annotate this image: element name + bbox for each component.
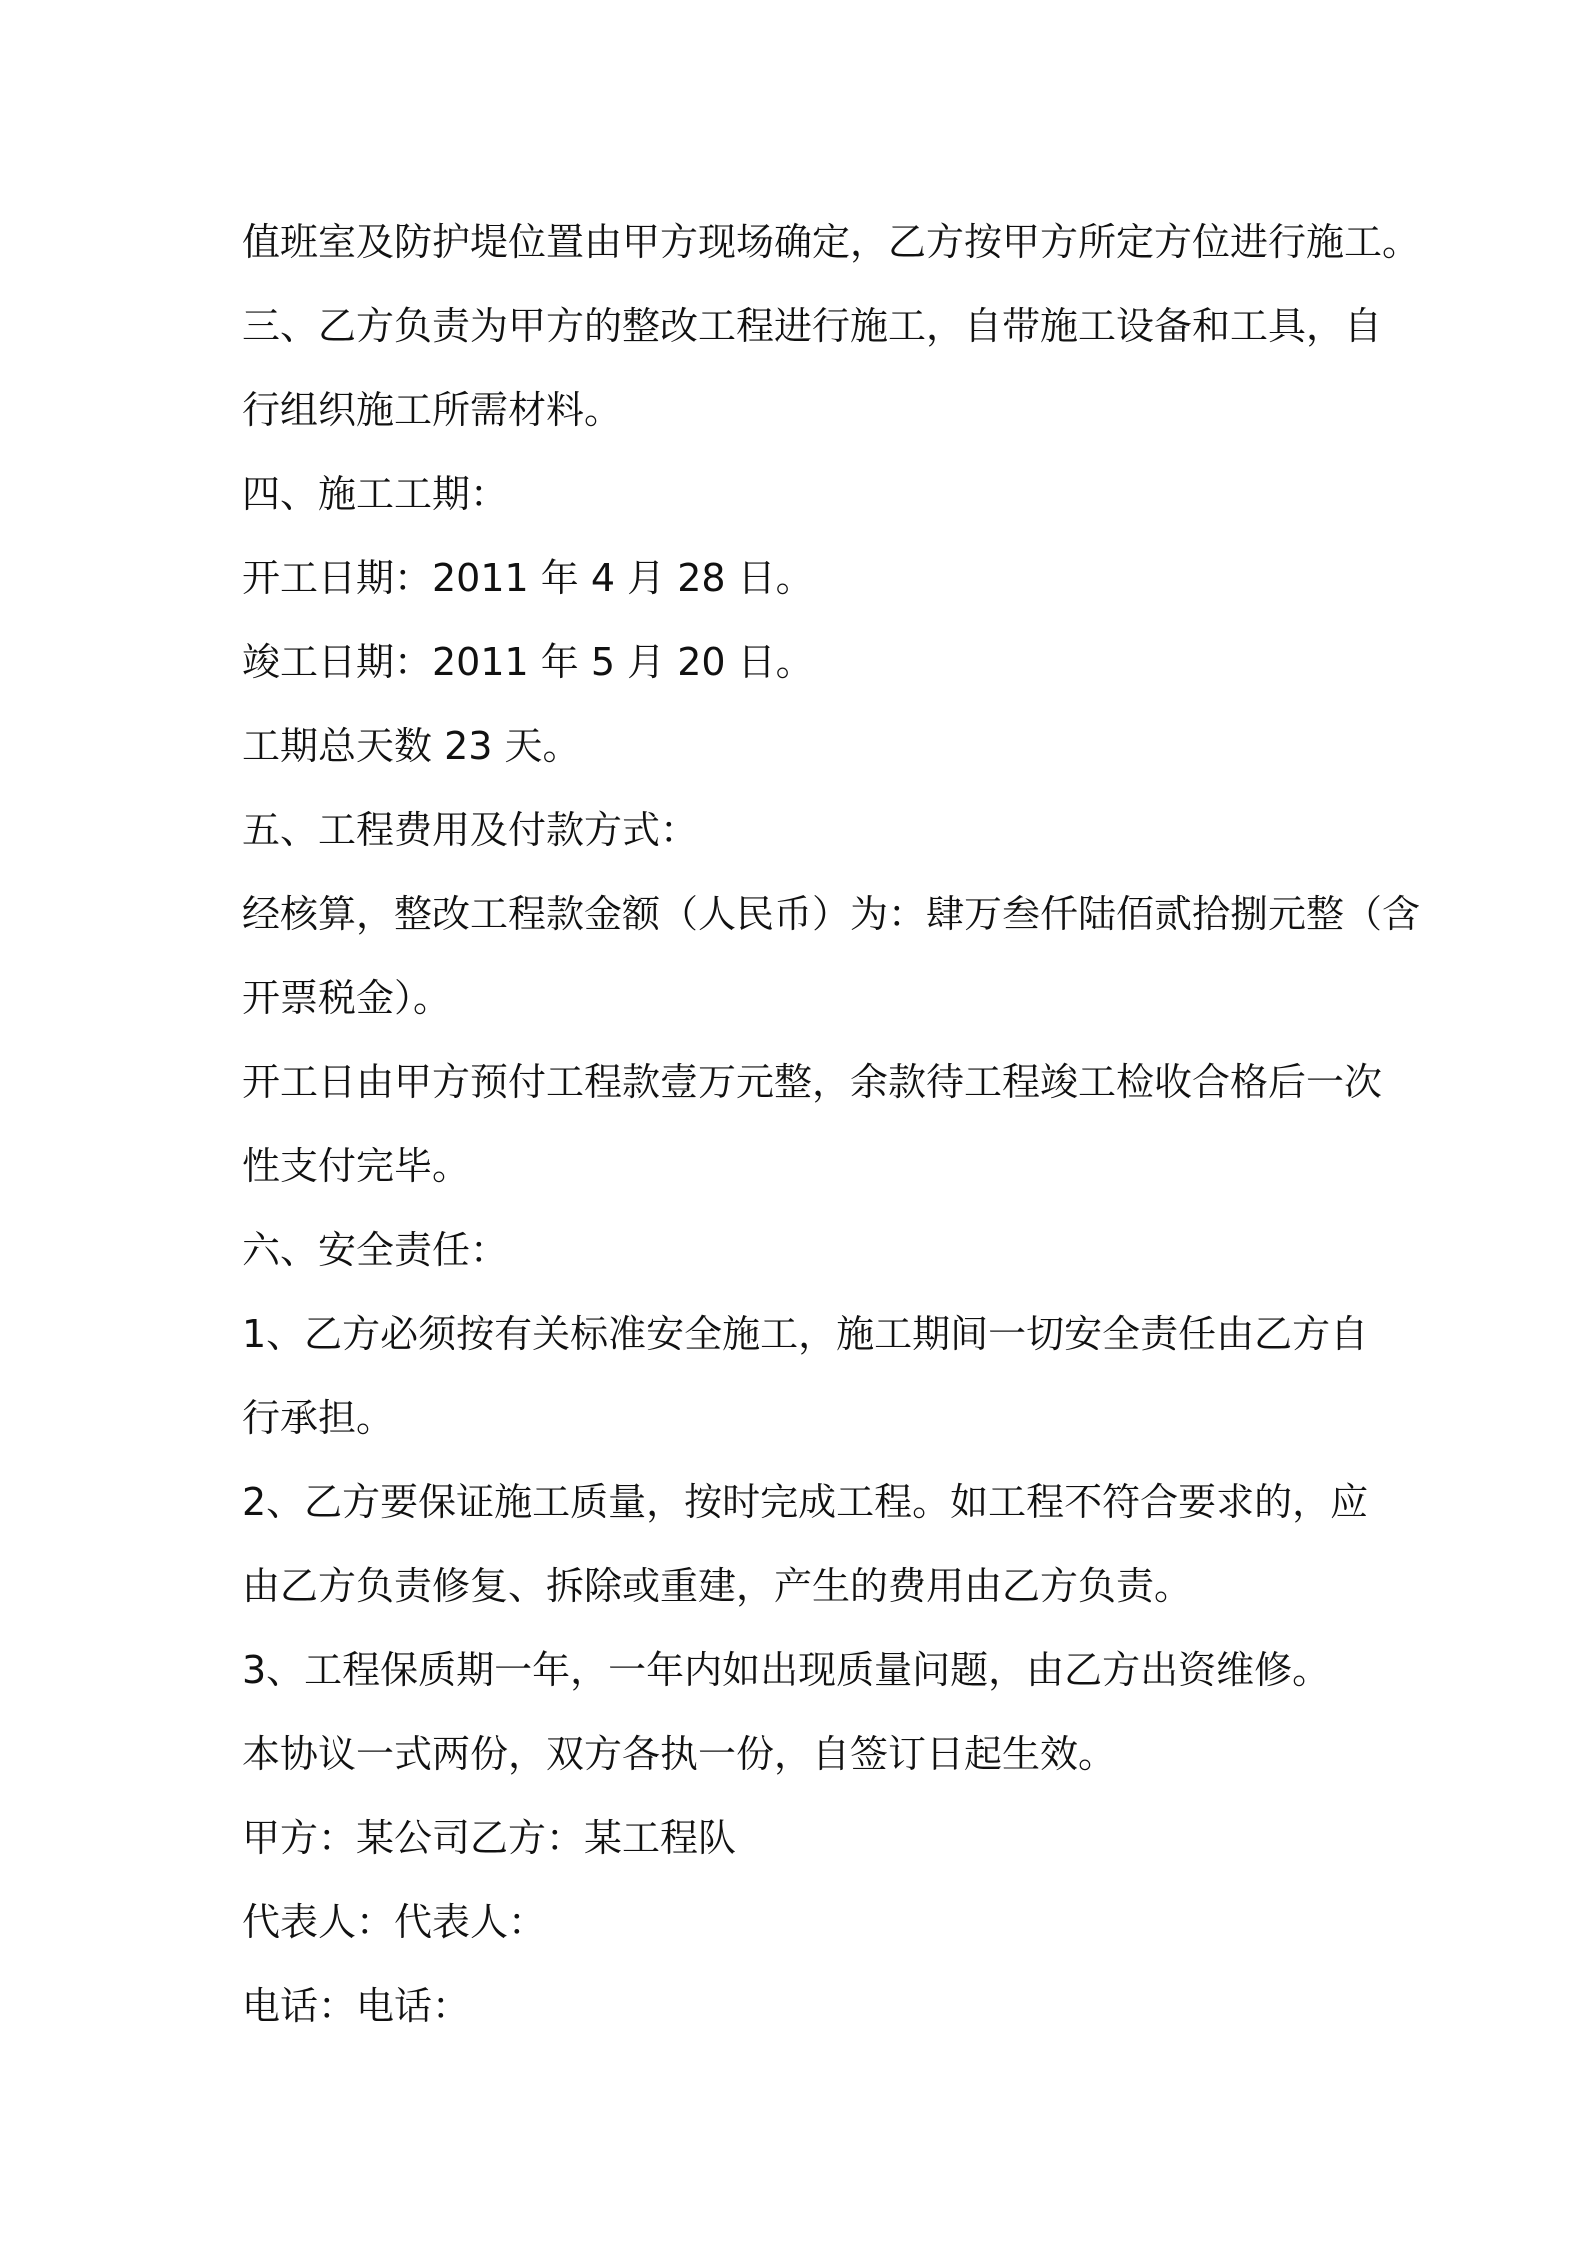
text-line-safety-1-cont: 行承担。 <box>242 1396 395 1440</box>
text-line-safety-2: 2、乙方要保证施工质量，按时完成工程。如工程不符合要求的，应 <box>242 1480 1369 1524</box>
text-line-copies: 本协议一式两份，双方各执一份，自签订日起生效。 <box>242 1732 1117 1776</box>
text-line-duty-room: 值班室及防护堤位置由甲方现场确定，乙方按甲方所定方位进行施工。 <box>242 220 1421 264</box>
section-heading-payment: 五、工程费用及付款方式： <box>242 808 699 852</box>
text-line-safety-1: 1、乙方必须按有关标准安全施工，施工期间一切安全责任由乙方自 <box>242 1312 1369 1356</box>
text-line-clause-3: 三、乙方负责为甲方的整改工程进行施工，自带施工设备和工具，自 <box>242 304 1383 348</box>
text-line-representatives: 代表人：代表人： <box>242 1900 547 1944</box>
document-body <box>242 200 1421 2048</box>
text-line-prepayment: 开工日由甲方预付工程款壹万元整，余款待工程竣工检收合格后一次 <box>242 1060 1383 1104</box>
text-line-phones: 电话：电话： <box>242 1984 471 2028</box>
text-line-safety-3: 3、工程保质期一年，一年内如出现质量问题，由乙方出资维修。 <box>242 1648 1331 1692</box>
text-line-prepayment-cont: 性支付完毕。 <box>242 1144 471 1188</box>
text-line-total-days: 工期总天数 23 天。 <box>242 724 581 768</box>
text-line-completion-date: 竣工日期：2011 年 5 月 20 日。 <box>242 640 814 684</box>
text-line-amount-cont: 开票税金）。 <box>242 976 452 1020</box>
text-line-safety-2-cont: 由乙方负责修复、拆除或重建，产生的费用由乙方负责。 <box>242 1564 1193 1608</box>
text-line-clause-3-cont: 行组织施工所需材料。 <box>242 388 623 432</box>
section-heading-safety: 六、安全责任： <box>242 1228 509 1272</box>
text-line-parties: 甲方：某公司乙方：某工程队 <box>242 1816 737 1860</box>
text-line-start-date: 开工日期：2011 年 4 月 28 日。 <box>242 556 814 600</box>
text-line-amount: 经核算，整改工程款金额（人民币）为：肆万叁仟陆佰贰拾捌元整（含 <box>242 892 1421 936</box>
section-heading-schedule: 四、施工工期： <box>242 472 509 516</box>
